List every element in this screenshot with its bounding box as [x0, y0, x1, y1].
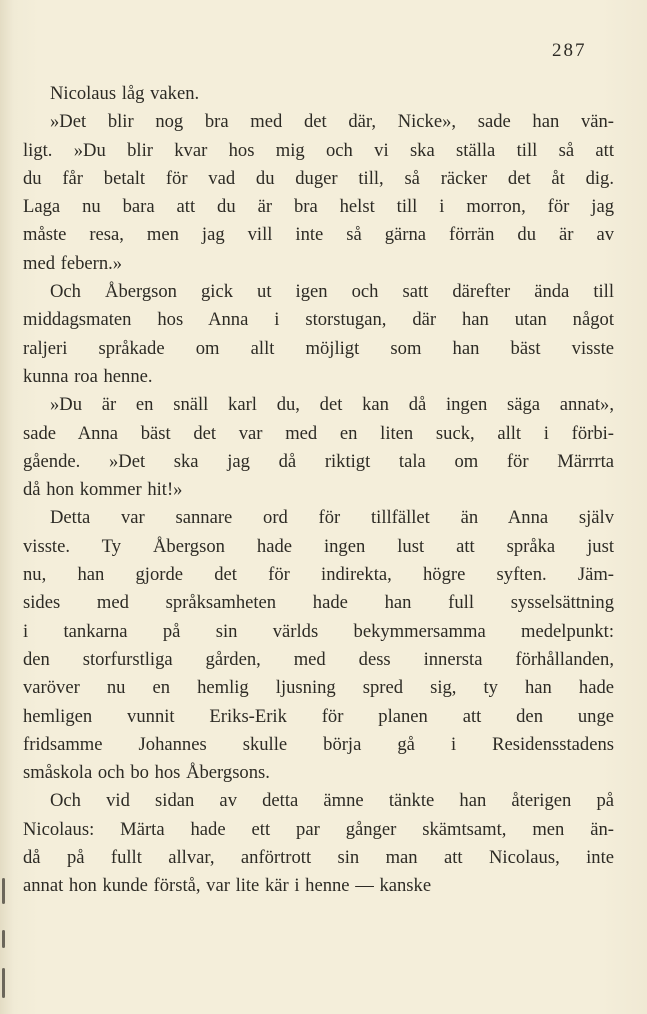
text-line: varöver nu en hemlig ljusning spred sig, ty han hade — [23, 677, 614, 699]
paragraph — [23, 391, 614, 504]
text-line: gående. »Det ska jag då riktigt tala om för Märrrta — [23, 450, 614, 472]
text-line: nu, han gjorde det för indirekta, högre syften. Jäm- — [23, 564, 614, 586]
text-line: då hon kommer hit!» — [23, 479, 183, 501]
paragraph — [23, 504, 614, 787]
text-line: Nicolaus: Märta hade ett par gånger skämtsamt, men än- — [23, 818, 614, 840]
text-line: fridsamme Johannes skulle börja gå i Residensstadens — [23, 733, 614, 755]
paragraph — [23, 278, 614, 391]
text-line: med febern.» — [23, 252, 123, 274]
text-line: Och Åbergson gick ut igen och satt därefter ända till — [50, 281, 614, 303]
text-line: Nicolaus låg vaken. — [50, 83, 200, 104]
text-line: Och vid sidan av detta ämne tänkte han återigen på — [50, 790, 614, 812]
paragraph — [23, 80, 614, 108]
text-line: du får betalt för vad du duger till, så räcker det åt dig. — [23, 167, 614, 189]
text-line: ligt. »Du blir kvar hos mig och vi ska ställa till så att — [23, 139, 614, 161]
text-line: då på fullt allvar, anförtrott sin man att Nicolaus, inte — [23, 847, 614, 869]
binding-mark — [2, 968, 5, 998]
text-line: kunna roa henne. — [23, 365, 153, 387]
text-line: visste. Ty Åbergson hade ingen lust att språka just — [23, 535, 614, 557]
text-line: »Det blir nog bra med det där, Nicke», sade han vän- — [50, 111, 614, 133]
text-line: Laga nu bara att du är bra helst till i morron, för jag — [23, 196, 614, 218]
paragraph — [23, 108, 614, 278]
text-line: sade Anna bäst det var med en liten suck, allt i förbi- — [23, 422, 614, 444]
binding-mark — [2, 930, 5, 948]
page-text — [23, 80, 614, 901]
paragraph — [23, 787, 614, 900]
text-line: småskola och bo hos Åbergsons. — [23, 762, 270, 784]
text-line: måste resa, men jag vill inte så gärna förrän du är av — [23, 224, 614, 246]
text-line: i tankarna på sin världs bekymmersamma medelpunkt: — [23, 620, 614, 642]
text-line: »Du är en snäll karl du, det kan då ingen säga annat», — [50, 394, 614, 416]
text-line: hemligen vunnit Eriks-Erik för planen att den unge — [23, 705, 614, 727]
text-line: Detta var sannare ord för tillfället än Anna själv — [50, 507, 614, 529]
binding-mark — [2, 878, 5, 904]
text-line: middagsmaten hos Anna i storstugan, där han utan något — [23, 309, 614, 331]
page-number: 287 — [552, 40, 587, 61]
text-line: raljeri språkade om allt möjligt som han bäst visste — [23, 337, 614, 359]
text-line: den storfurstliga gården, med dess innersta förhållanden, — [23, 648, 614, 670]
text-line: sides med språksamheten hade han full sysselsättning — [23, 592, 614, 614]
text-line: annat hon kunde förstå, var lite kär i henne — kanske — [23, 875, 432, 897]
